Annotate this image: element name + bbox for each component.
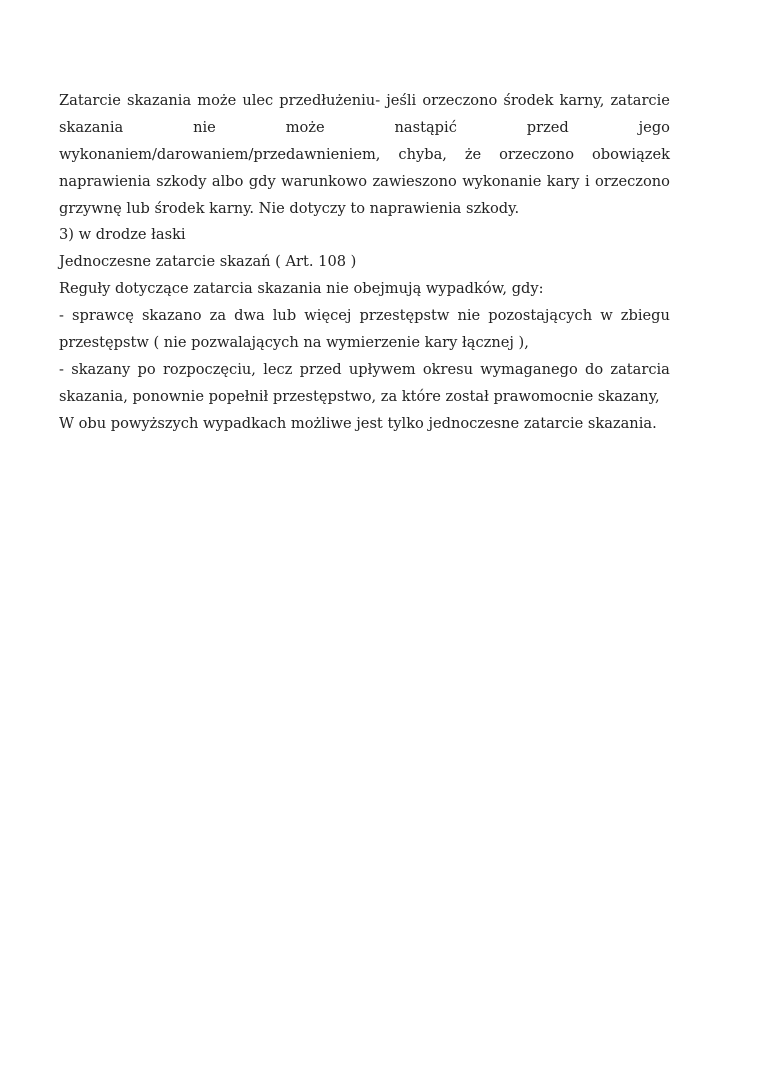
document-text <box>59 88 670 438</box>
text-line-2: skazania nie może nastąpić przed jego <box>59 118 670 136</box>
text-line-7: Jednoczesne zatarcie skazań ( Art. 108 ) <box>59 253 357 271</box>
text-line-13: W obu powyższych wypadkach możliwe jest tylko jednoczesne zatarcie skazania. <box>59 414 657 432</box>
text-line-8: Reguły dotyczące zatarcia skazania nie obejmują wypadków, gdy: <box>59 280 544 298</box>
text-line-10: przestępstw ( nie pozwalających na wymierzenie kary łącznej ), <box>59 334 529 352</box>
text-line-5: grzywnę lub środek karny. Nie dotyczy to naprawienia szkody. <box>59 199 520 217</box>
text-line-1: Zatarcie skazania może ulec przedłużeniu- jeśli orzeczono środek karny, zatarcie <box>59 92 670 109</box>
text-line-4: naprawienia szkody albo gdy warunkowo zawieszono wykonanie kary i orzeczono <box>59 172 670 190</box>
text-line-3: wykonaniem/darowaniem/przedawnieniem, chyba, że orzeczono obowiązek <box>59 145 670 163</box>
text-line-9: - sprawcę skazano za dwa lub więcej przestępstw nie pozostających w zbiegu <box>59 307 670 325</box>
text-line-12: skazania, ponownie popełnił przestępstwo, za które został prawomocnie skazany, <box>59 387 660 405</box>
text-line-6: 3) w drodze łaski <box>59 226 186 244</box>
text-line-11: - skazany po rozpoczęciu, lecz przed upływem okresu wymaganego do zatarcia <box>59 360 670 378</box>
